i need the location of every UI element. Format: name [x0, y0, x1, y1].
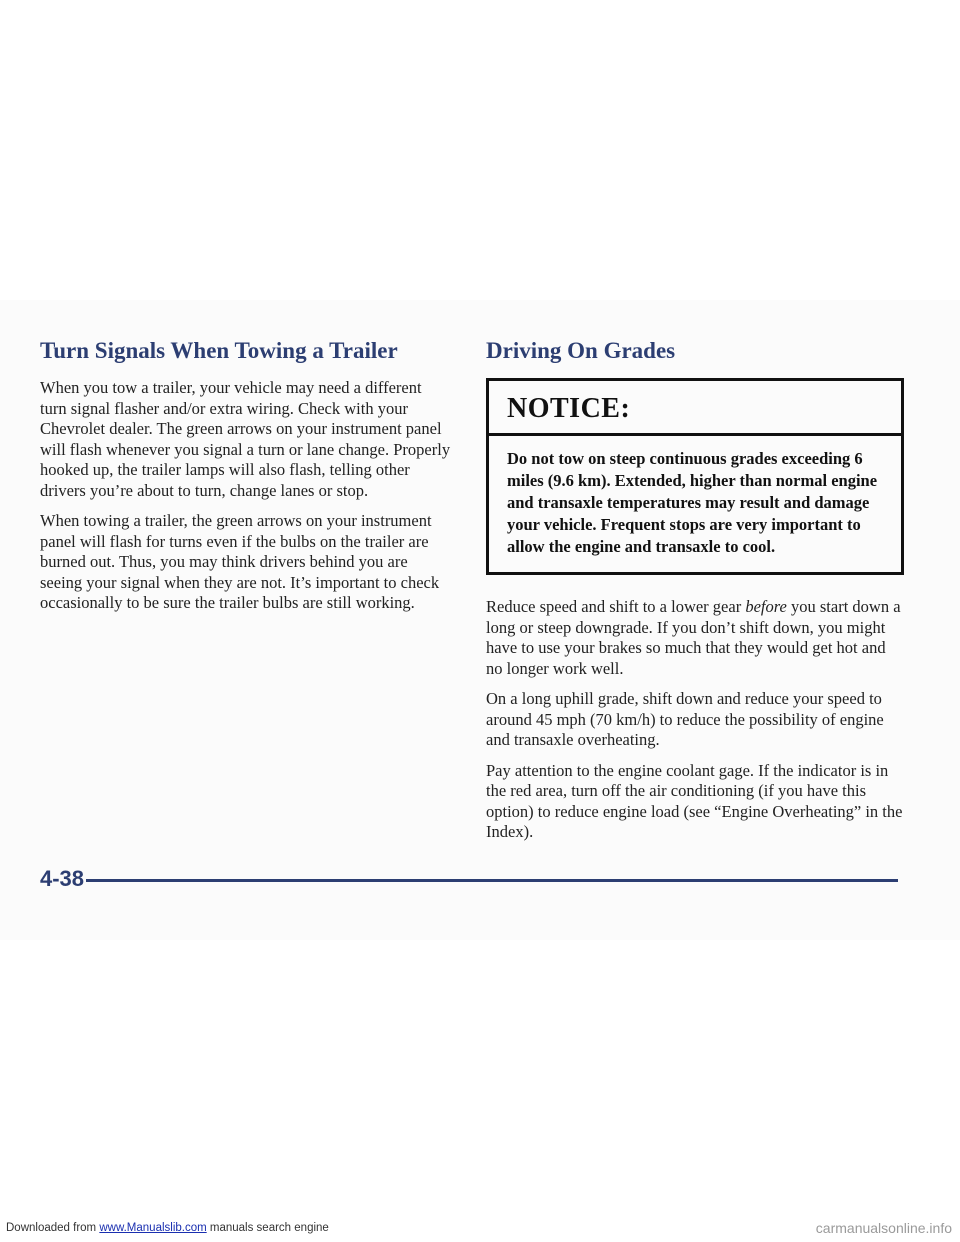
- paragraph-text: you start down a long or steep downgrade. If you don’t shift down, you might have to use your brakes so much that they would get hot and no longer work well.: [486, 597, 901, 678]
- download-source-line: [6, 1222, 329, 1234]
- manualslib-link[interactable]: www.Manualslib.com: [99, 1222, 207, 1234]
- notice-title: NOTICE:: [489, 381, 901, 436]
- page-number: 4-38: [40, 866, 85, 891]
- paragraph-text: Reduce speed and shift to a lower gear: [486, 597, 746, 616]
- notice-body: Do not tow on steep continuous grades exceeding 6 miles (9.6 km). Extended, higher than normal engine and transaxle temperatures may result and damage your vehicle. Frequent stops are very important to allow the engine and transaxle to cool.: [507, 449, 878, 556]
- paragraph: When towing a trailer, the green arrows on your instrument panel will flash for turns even if the bulbs on the trailer are burned out. Thus, you may think drivers behind you are seeing your signal when they are not. It’s important to check occasionally to be sure the trailer bulbs are still working.: [40, 511, 440, 612]
- paragraph: On a long uphill grade, shift down and reduce your speed to around 45 mph (70 km/h) to reduce the possibility of engine and transaxle overheating.: [486, 689, 884, 749]
- paragraph: Pay attention to the engine coolant gage. If the indicator is in the red area, turn off the air conditioning (if you have this option) to reduce engine load (see “Engine Overheating” in the Index).: [486, 760, 903, 841]
- source-suffix: manuals search engine: [206, 1222, 329, 1234]
- section-heading-turn-signals: Turn Signals When Towing a Trailer: [40, 338, 398, 363]
- paragraph: When you tow a trailer, your vehicle may need a different turn signal flasher and/or extra wiring. Check with your Chevrolet dealer. The green arrows on your instrument panel will flash whenever you signal a turn or lane change. Properly hooked up, the trailer lamps will also flash, telling other drivers you’re about to turn, change lanes or stop.: [40, 378, 451, 500]
- notice-box: [486, 378, 904, 575]
- emphasis-text: before: [745, 597, 787, 616]
- section-heading-driving-on-grades: Driving On Grades: [486, 338, 676, 363]
- footer-rule: [86, 879, 898, 882]
- left-column: [40, 338, 452, 624]
- page-footer: [40, 866, 900, 896]
- watermark: carmanualsonline.info: [815, 1220, 952, 1236]
- paragraph: [486, 597, 906, 679]
- right-column: [486, 338, 906, 853]
- source-prefix: Downloaded from: [6, 1222, 100, 1234]
